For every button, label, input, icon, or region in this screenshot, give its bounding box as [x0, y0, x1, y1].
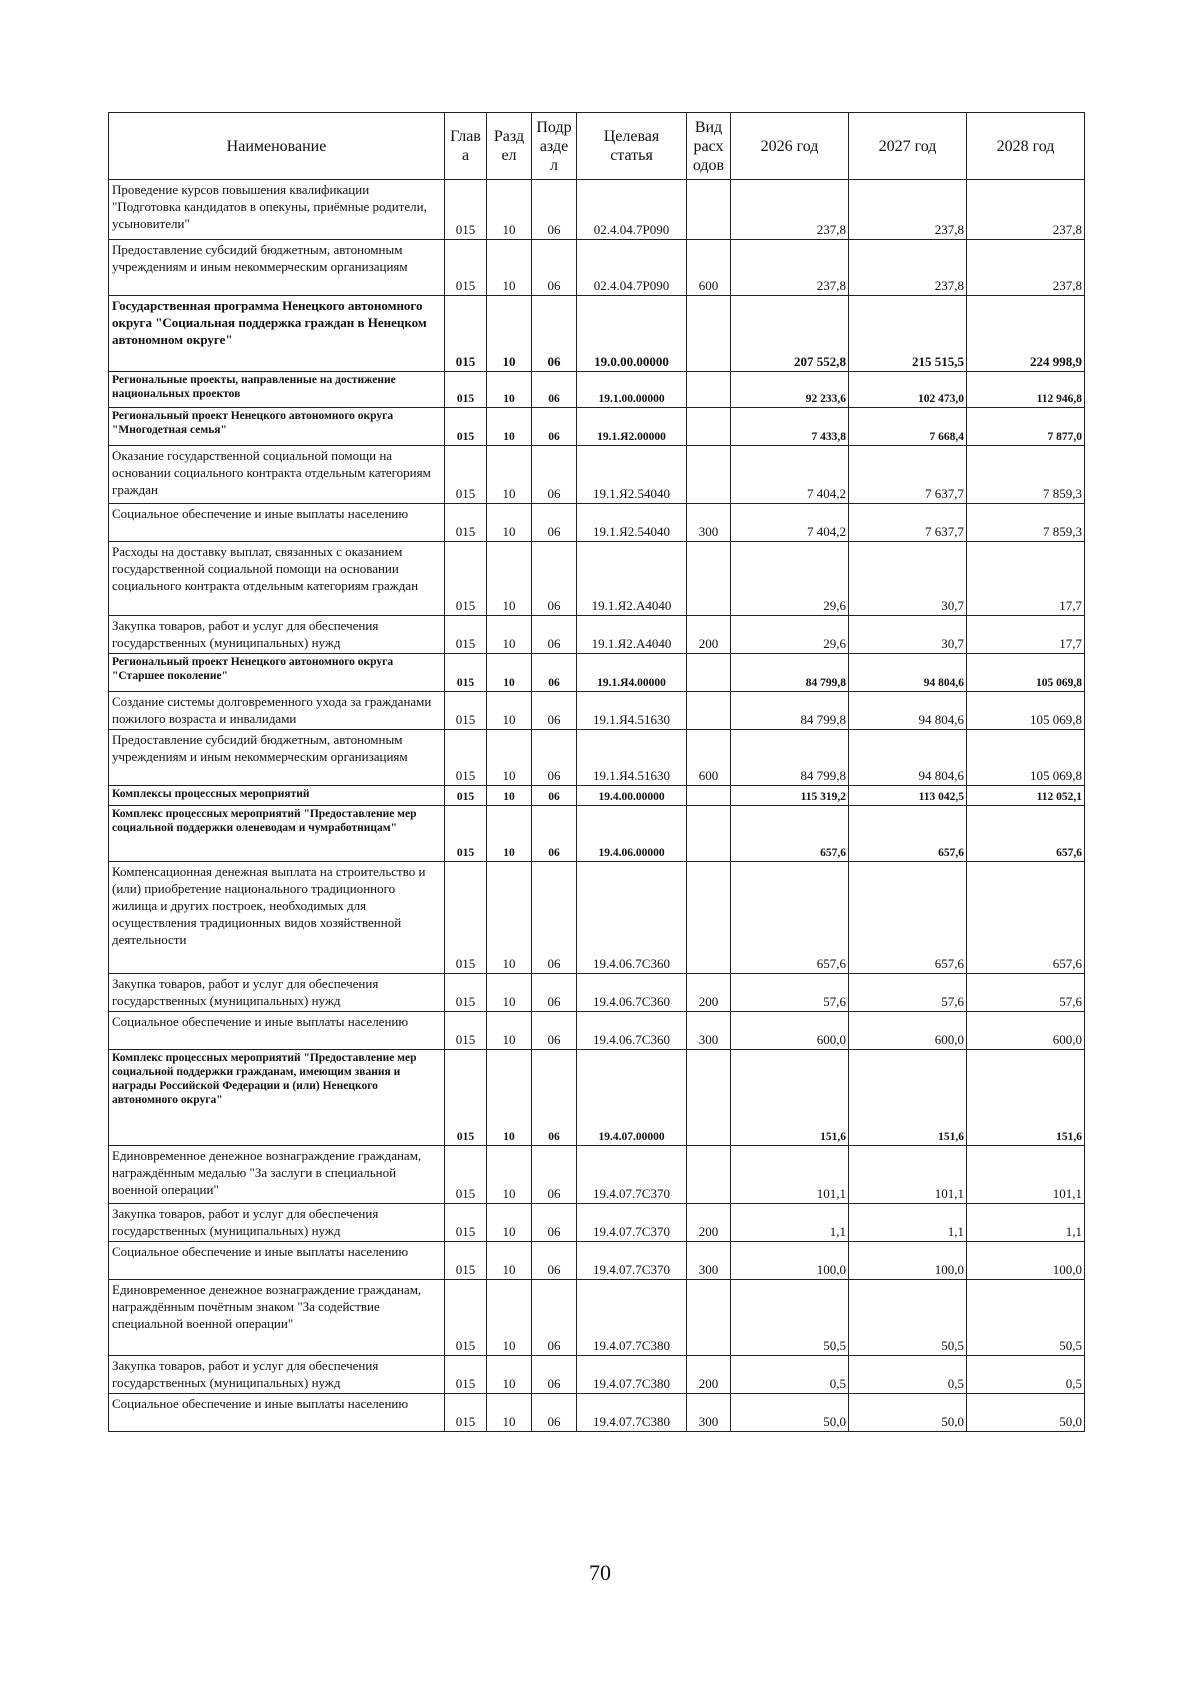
- row-vid: 300: [687, 504, 731, 542]
- row-target: 19.1.Я2.А4040: [577, 616, 687, 654]
- row-podrazdel: 06: [532, 296, 577, 372]
- row-name: Закупка товаров, работ и услуг для обеспечения государственных (муниципальных) нужд: [109, 616, 445, 654]
- row-2026: 50,5: [731, 1280, 849, 1356]
- row-2026: 84 799,8: [731, 730, 849, 786]
- row-2027: 237,8: [849, 180, 967, 240]
- row-name: Создание системы долговременного ухода за гражданами пожилого возраста и инвалидами: [109, 692, 445, 730]
- row-glava: 015: [445, 1050, 487, 1146]
- row-name: Государственная программа Ненецкого автономного округа "Социальная поддержка граждан в Ненецком автономном округе": [109, 296, 445, 372]
- row-2028: 105 069,8: [967, 692, 1085, 730]
- row-2028: 57,6: [967, 974, 1085, 1012]
- row-2026: 7 404,2: [731, 504, 849, 542]
- row-2028: 112 052,1: [967, 786, 1085, 806]
- row-podrazdel: 06: [532, 1012, 577, 1050]
- row-name: Социальное обеспечение и иные выплаты населению: [109, 504, 445, 542]
- row-target: 19.4.00.00000: [577, 786, 687, 806]
- row-2028: 0,5: [967, 1356, 1085, 1394]
- budget-table: [108, 112, 1085, 1432]
- row-2028: 224 998,9: [967, 296, 1085, 372]
- row-2028: 105 069,8: [967, 654, 1085, 692]
- row-name: Комплекс процессных мероприятий "Предоставление мер социальной поддержки гражданам, имеющим звания и награды Российской Федерации и (или) Ненецкого автономного округа": [109, 1050, 445, 1146]
- row-glava: 015: [445, 240, 487, 296]
- row-2028: 17,7: [967, 542, 1085, 616]
- row-vid: 200: [687, 1356, 731, 1394]
- row-2027: 0,5: [849, 1356, 967, 1394]
- row-vid: [687, 180, 731, 240]
- row-vid: 300: [687, 1242, 731, 1280]
- row-vid: [687, 408, 731, 446]
- row-glava: 015: [445, 1242, 487, 1280]
- row-target: 19.4.07.7С370: [577, 1242, 687, 1280]
- row-2028: 112 946,8: [967, 372, 1085, 408]
- row-2026: 0,5: [731, 1356, 849, 1394]
- row-2027: 113 042,5: [849, 786, 967, 806]
- table-row: [109, 504, 1085, 542]
- page-number: 70: [589, 1560, 611, 1585]
- row-name: Комплексы процессных мероприятий: [109, 786, 445, 806]
- row-2026: 84 799,8: [731, 692, 849, 730]
- row-2027: 94 804,6: [849, 654, 967, 692]
- row-2026: 115 319,2: [731, 786, 849, 806]
- row-target: 19.4.07.7С380: [577, 1356, 687, 1394]
- row-name: Социальное обеспечение и иные выплаты населению: [109, 1394, 445, 1432]
- row-target: 19.1.Я2.00000: [577, 408, 687, 446]
- table-row: [109, 616, 1085, 654]
- row-podrazdel: 06: [532, 446, 577, 504]
- row-podrazdel: 06: [532, 786, 577, 806]
- header-2027: 2027 год: [849, 113, 967, 180]
- row-2026: 29,6: [731, 616, 849, 654]
- row-2026: 57,6: [731, 974, 849, 1012]
- row-vid: 600: [687, 730, 731, 786]
- table-row: [109, 542, 1085, 616]
- row-2027: 237,8: [849, 240, 967, 296]
- row-podrazdel: 06: [532, 862, 577, 974]
- table-row: [109, 1280, 1085, 1356]
- row-podrazdel: 06: [532, 730, 577, 786]
- row-razdel: 10: [487, 616, 532, 654]
- row-2026: 207 552,8: [731, 296, 849, 372]
- row-glava: 015: [445, 974, 487, 1012]
- header-glava: Глав а: [445, 113, 487, 180]
- row-name: Закупка товаров, работ и услуг для обеспечения государственных (муниципальных) нужд: [109, 974, 445, 1012]
- row-vid: [687, 1146, 731, 1204]
- row-podrazdel: 06: [532, 806, 577, 862]
- row-razdel: 10: [487, 446, 532, 504]
- row-podrazdel: 06: [532, 654, 577, 692]
- row-podrazdel: 06: [532, 372, 577, 408]
- row-2028: 101,1: [967, 1146, 1085, 1204]
- row-2028: 151,6: [967, 1050, 1085, 1146]
- row-name: Расходы на доставку выплат, связанных с оказанием государственной социальной помощи на основании социального контракта отдельным категориям граждан: [109, 542, 445, 616]
- row-vid: 200: [687, 1204, 731, 1242]
- row-glava: 015: [445, 786, 487, 806]
- row-vid: [687, 446, 731, 504]
- row-podrazdel: 06: [532, 1280, 577, 1356]
- row-2028: 237,8: [967, 180, 1085, 240]
- row-2027: 101,1: [849, 1146, 967, 1204]
- row-vid: [687, 692, 731, 730]
- row-name: Социальное обеспечение и иные выплаты населению: [109, 1242, 445, 1280]
- row-2028: 237,8: [967, 240, 1085, 296]
- row-vid: 300: [687, 1012, 731, 1050]
- table-body: [109, 180, 1085, 1432]
- row-2027: 657,6: [849, 806, 967, 862]
- row-podrazdel: 06: [532, 408, 577, 446]
- row-razdel: 10: [487, 372, 532, 408]
- row-target: 19.1.Я4.00000: [577, 654, 687, 692]
- row-2028: 600,0: [967, 1012, 1085, 1050]
- row-target: 19.4.06.7С360: [577, 974, 687, 1012]
- table-row: [109, 1242, 1085, 1280]
- row-2026: 7 404,2: [731, 446, 849, 504]
- row-2027: 151,6: [849, 1050, 967, 1146]
- row-razdel: 10: [487, 974, 532, 1012]
- row-2027: 7 637,7: [849, 446, 967, 504]
- row-2026: 29,6: [731, 542, 849, 616]
- row-glava: 015: [445, 504, 487, 542]
- row-vid: 300: [687, 1394, 731, 1432]
- row-name: Комплекс процессных мероприятий "Предоставление мер социальной поддержки оленеводам и чумработницам": [109, 806, 445, 862]
- row-glava: 015: [445, 1204, 487, 1242]
- row-glava: 015: [445, 806, 487, 862]
- row-target: 02.4.04.7Р090: [577, 240, 687, 296]
- table-header-row: [109, 113, 1085, 180]
- row-glava: 015: [445, 408, 487, 446]
- row-2028: 7 859,3: [967, 504, 1085, 542]
- row-razdel: 10: [487, 1280, 532, 1356]
- row-2026: 1,1: [731, 1204, 849, 1242]
- table-row: [109, 692, 1085, 730]
- row-2027: 50,0: [849, 1394, 967, 1432]
- table-row: [109, 296, 1085, 372]
- row-name: Региональные проекты, направленные на достижение национальных проектов: [109, 372, 445, 408]
- row-2028: 657,6: [967, 806, 1085, 862]
- row-target: 19.1.00.00000: [577, 372, 687, 408]
- row-name: Региональный проект Ненецкого автономного округа "Многодетная семья": [109, 408, 445, 446]
- row-vid: [687, 296, 731, 372]
- row-vid: 600: [687, 240, 731, 296]
- table-row: [109, 1394, 1085, 1432]
- row-podrazdel: 06: [532, 1146, 577, 1204]
- row-2026: 657,6: [731, 806, 849, 862]
- row-glava: 015: [445, 296, 487, 372]
- row-vid: [687, 1280, 731, 1356]
- row-target: 19.4.07.7С370: [577, 1146, 687, 1204]
- row-2026: 151,6: [731, 1050, 849, 1146]
- row-vid: [687, 542, 731, 616]
- row-target: 19.1.Я2.54040: [577, 446, 687, 504]
- table-row: [109, 1050, 1085, 1146]
- row-glava: 015: [445, 692, 487, 730]
- row-podrazdel: 06: [532, 180, 577, 240]
- row-2026: 600,0: [731, 1012, 849, 1050]
- row-razdel: 10: [487, 1204, 532, 1242]
- row-glava: 015: [445, 542, 487, 616]
- row-name: Закупка товаров, работ и услуг для обеспечения государственных (муниципальных) нужд: [109, 1356, 445, 1394]
- row-name: Единовременное денежное вознаграждение гражданам, награждённым медалью "За заслуги в специальной военной операции": [109, 1146, 445, 1204]
- row-2028: 657,6: [967, 862, 1085, 974]
- row-podrazdel: 06: [532, 504, 577, 542]
- row-razdel: 10: [487, 862, 532, 974]
- row-name: Предоставление субсидий бюджетным, автономным учреждениям и иным некоммерческим организациям: [109, 240, 445, 296]
- row-podrazdel: 06: [532, 692, 577, 730]
- row-vid: 200: [687, 974, 731, 1012]
- row-2026: 7 433,8: [731, 408, 849, 446]
- row-2028: 50,5: [967, 1280, 1085, 1356]
- header-2026: 2026 год: [731, 113, 849, 180]
- row-target: 19.4.06.7С360: [577, 862, 687, 974]
- row-target: 19.4.07.7С370: [577, 1204, 687, 1242]
- row-glava: 015: [445, 1356, 487, 1394]
- row-glava: 015: [445, 1012, 487, 1050]
- row-2026: 657,6: [731, 862, 849, 974]
- row-podrazdel: 06: [532, 1242, 577, 1280]
- row-glava: 015: [445, 1394, 487, 1432]
- row-2027: 7 637,7: [849, 504, 967, 542]
- row-razdel: 10: [487, 654, 532, 692]
- header-razdel: Разд ел: [487, 113, 532, 180]
- row-2027: 100,0: [849, 1242, 967, 1280]
- row-2027: 94 804,6: [849, 692, 967, 730]
- table-row: [109, 1146, 1085, 1204]
- row-target: 19.4.07.7С380: [577, 1394, 687, 1432]
- row-2026: 84 799,8: [731, 654, 849, 692]
- table-row: [109, 1204, 1085, 1242]
- header-target: Целевая статья: [577, 113, 687, 180]
- row-name: Проведение курсов повышения квалификации "Подготовка кандидатов в опекуны, приёмные родители, усыновители": [109, 180, 445, 240]
- row-2026: 237,8: [731, 180, 849, 240]
- row-glava: 015: [445, 446, 487, 504]
- row-razdel: 10: [487, 692, 532, 730]
- row-vid: [687, 372, 731, 408]
- row-podrazdel: 06: [532, 1356, 577, 1394]
- row-2028: 7 877,0: [967, 408, 1085, 446]
- row-2027: 7 668,4: [849, 408, 967, 446]
- row-vid: [687, 786, 731, 806]
- row-razdel: 10: [487, 806, 532, 862]
- table-row: [109, 240, 1085, 296]
- row-razdel: 10: [487, 180, 532, 240]
- row-2028: 7 859,3: [967, 446, 1085, 504]
- row-name: Социальное обеспечение и иные выплаты населению: [109, 1012, 445, 1050]
- row-target: 19.0.00.00000: [577, 296, 687, 372]
- row-glava: 015: [445, 1280, 487, 1356]
- row-name: Предоставление субсидий бюджетным, автономным учреждениям и иным некоммерческим организациям: [109, 730, 445, 786]
- row-name: Оказание государственной социальной помощи на основании социального контракта отдельным категориям граждан: [109, 446, 445, 504]
- table-row: [109, 974, 1085, 1012]
- row-name: Компенсационная денежная выплата на строительство и (или) приобретение национального традиционного жилища и других построек, необходимых для осуществления традиционных видов хозяйственной деятельности: [109, 862, 445, 974]
- row-2027: 57,6: [849, 974, 967, 1012]
- row-vid: [687, 654, 731, 692]
- row-vid: [687, 862, 731, 974]
- row-razdel: 10: [487, 1012, 532, 1050]
- row-2027: 657,6: [849, 862, 967, 974]
- row-target: 19.1.Я2.54040: [577, 504, 687, 542]
- row-razdel: 10: [487, 504, 532, 542]
- row-2027: 50,5: [849, 1280, 967, 1356]
- row-glava: 015: [445, 862, 487, 974]
- row-razdel: 10: [487, 1356, 532, 1394]
- row-name: Региональный проект Ненецкого автономного округа "Старшее поколение": [109, 654, 445, 692]
- header-name: Наименование: [109, 113, 445, 180]
- row-vid: [687, 1050, 731, 1146]
- table-row: [109, 1356, 1085, 1394]
- table-row: [109, 806, 1085, 862]
- row-2026: 50,0: [731, 1394, 849, 1432]
- table-row: [109, 408, 1085, 446]
- row-2027: 30,7: [849, 542, 967, 616]
- table-row: [109, 654, 1085, 692]
- row-2027: 102 473,0: [849, 372, 967, 408]
- row-podrazdel: 06: [532, 1204, 577, 1242]
- row-2027: 600,0: [849, 1012, 967, 1050]
- header-podrazdel: Подр азде л: [532, 113, 577, 180]
- row-razdel: 10: [487, 296, 532, 372]
- row-razdel: 10: [487, 730, 532, 786]
- row-name: Закупка товаров, работ и услуг для обеспечения государственных (муниципальных) нужд: [109, 1204, 445, 1242]
- row-glava: 015: [445, 730, 487, 786]
- row-target: 19.4.07.7С380: [577, 1280, 687, 1356]
- row-target: 19.4.06.7С360: [577, 1012, 687, 1050]
- table-row: [109, 786, 1085, 806]
- row-2028: 100,0: [967, 1242, 1085, 1280]
- row-podrazdel: 06: [532, 974, 577, 1012]
- row-target: 19.1.Я4.51630: [577, 730, 687, 786]
- row-vid: 200: [687, 616, 731, 654]
- row-glava: 015: [445, 1146, 487, 1204]
- row-target: 19.1.Я4.51630: [577, 692, 687, 730]
- row-name: Единовременное денежное вознаграждение гражданам, награждённым почётным знаком "За содействие специальной военной операции": [109, 1280, 445, 1356]
- row-podrazdel: 06: [532, 1394, 577, 1432]
- table-row: [109, 1012, 1085, 1050]
- row-podrazdel: 06: [532, 542, 577, 616]
- table-row: [109, 862, 1085, 974]
- row-target: 19.4.07.00000: [577, 1050, 687, 1146]
- row-razdel: 10: [487, 240, 532, 296]
- row-podrazdel: 06: [532, 616, 577, 654]
- row-2028: 50,0: [967, 1394, 1085, 1432]
- row-target: 02.4.04.7Р090: [577, 180, 687, 240]
- row-razdel: 10: [487, 1394, 532, 1432]
- row-glava: 015: [445, 180, 487, 240]
- table-row: [109, 446, 1085, 504]
- row-2027: 94 804,6: [849, 730, 967, 786]
- row-2028: 105 069,8: [967, 730, 1085, 786]
- row-2027: 215 515,5: [849, 296, 967, 372]
- row-2027: 1,1: [849, 1204, 967, 1242]
- row-2026: 237,8: [731, 240, 849, 296]
- row-glava: 015: [445, 654, 487, 692]
- row-razdel: 10: [487, 786, 532, 806]
- row-razdel: 10: [487, 1050, 532, 1146]
- row-target: 19.4.06.00000: [577, 806, 687, 862]
- row-podrazdel: 06: [532, 1050, 577, 1146]
- row-podrazdel: 06: [532, 240, 577, 296]
- row-2026: 100,0: [731, 1242, 849, 1280]
- row-glava: 015: [445, 372, 487, 408]
- row-2027: 30,7: [849, 616, 967, 654]
- row-razdel: 10: [487, 1146, 532, 1204]
- row-target: 19.1.Я2.А4040: [577, 542, 687, 616]
- table-row: [109, 180, 1085, 240]
- table-row: [109, 730, 1085, 786]
- row-2026: 92 233,6: [731, 372, 849, 408]
- row-2028: 17,7: [967, 616, 1085, 654]
- header-vid: Вид расх одов: [687, 113, 731, 180]
- row-2026: 101,1: [731, 1146, 849, 1204]
- row-razdel: 10: [487, 408, 532, 446]
- row-vid: [687, 806, 731, 862]
- row-2028: 1,1: [967, 1204, 1085, 1242]
- row-razdel: 10: [487, 1242, 532, 1280]
- table-row: [109, 372, 1085, 408]
- row-glava: 015: [445, 616, 487, 654]
- row-razdel: 10: [487, 542, 532, 616]
- header-2028: 2028 год: [967, 113, 1085, 180]
